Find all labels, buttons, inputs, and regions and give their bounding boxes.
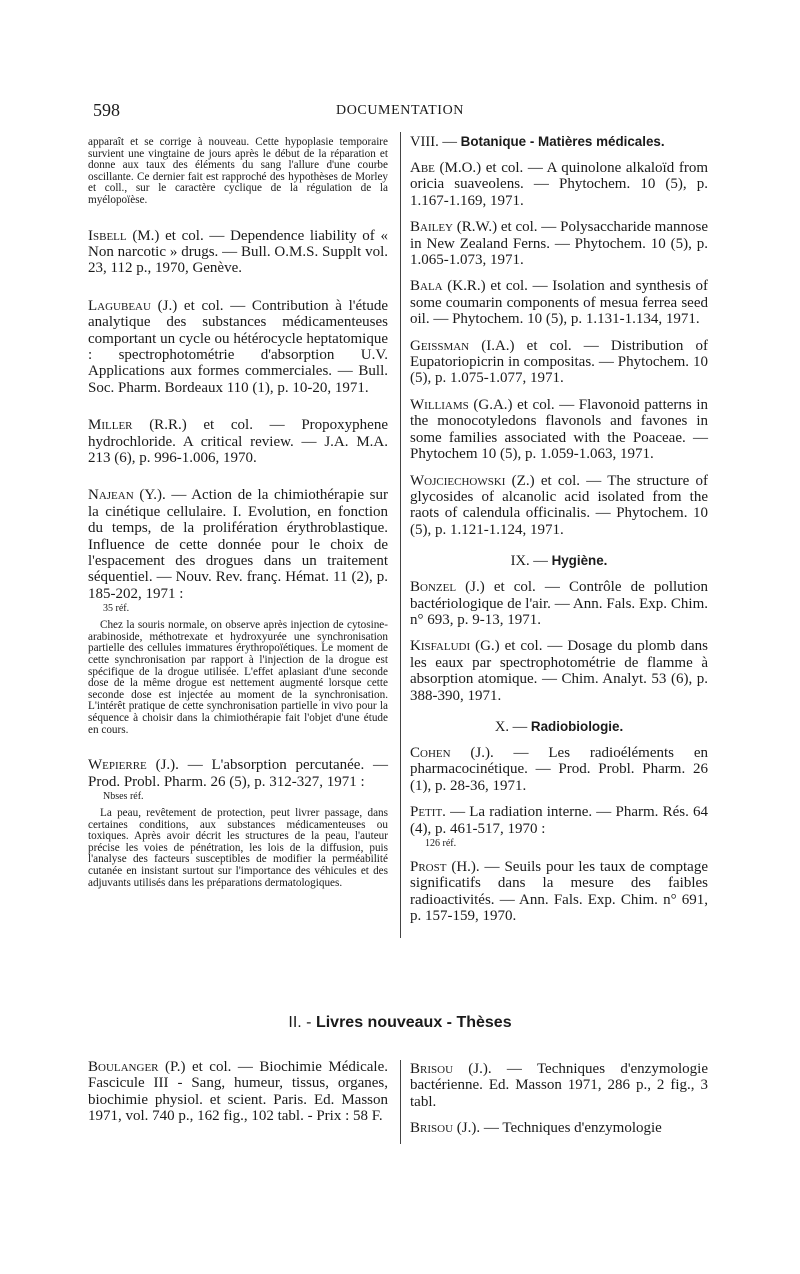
bibliography-entry [88,417,388,466]
entry-author: Najean [88,487,134,504]
bibliography-entry [410,397,708,463]
section-number: VIII. — [410,134,458,150]
entry-author: Bala [410,278,443,295]
bibliography-entry [88,487,388,602]
entry-text: (R.R.) et col. — Propoxyphene hydrochloride. A critical review. — J.A. M.A. 213 (6), p. 996-1.006, 1970. [88,417,388,467]
section-heading [410,552,708,570]
bibliography-entry [88,228,388,277]
right-column [410,133,708,925]
reference-count: 126 réf. [425,838,457,849]
page-number: 598 [93,100,120,120]
section-heading [410,718,708,736]
section-number: IX. — [510,553,548,570]
bibliography-entry [410,1120,708,1136]
entry-text: (G.A.) et col. — Flavonoid patterns in the monocotyledons flavonols and favones in some families associated with the Poaceae. — Phytochem 10 (5), p. 1.059-1.063, 1971. [410,396,708,463]
entry-author: Isbell [88,227,127,244]
bibliography-entry [88,757,388,790]
bibliography-entry [410,804,708,837]
left-column [88,137,388,889]
entry-author: Lagubeau [88,297,151,314]
running-title: DOCUMENTATION [335,103,464,118]
part-number: II. - [288,1014,312,1031]
entry-text: (R.W.) et col. — Polysaccharide mannose in New Zealand Ferns. — Phytochem. 10 (5), p. 1.065-1.073, 1971. [410,219,708,269]
reference-count: Nbses réf. [103,791,144,803]
reference-count: 35 réf. [103,603,130,615]
entry-text: (Y.). — Action de la chimiothérapie sur la cinétique cellulaire. I. Evolution, en fonction du temps, de la prolifération érythroblastique. Influence de cette donnée pour le choix de l'espacement des drogues dans un traitement séquentiel. — Nouv. Rev. franç. Hémat. 11 (2), p. 185-202, 1971 : [88,487,388,602]
entry-text: (G.) et col. — Dosage du plomb dans les eaux par spectrophotométrie de flamme à absorption atomique. — Chim. Analyt. 53 (6), p. 388-390, 1971. [410,638,708,704]
entry-text: (J.). — L'absorption percutanée. — Prod. Probl. Pharm. 26 (5), p. 312-327, 1971 : [88,757,388,790]
entry-text: (Z.) et col. — The structure of glycosides of alcanolic acid isolated from the raots of calendula officinalis. — Phytochem. 10 (5), p. 1.121-1.124, 1971. [410,472,708,538]
bibliography-entry [410,278,708,327]
entry-text: (K.R.) et col. — Isolation and synthesis of some coumarin components of mesua ferrea seed oil. — Phytochem. 10 (5), p. 1.131-1.134, 1971. [410,278,708,328]
entry-text: (M.O.) et col. — A quinolone alkaloïd from oricia suaveolens. — Phytochem. 10 (5), p. 1.167-1.169, 1971. [410,160,708,209]
entry-text: (J.). — Techniques d'enzymologie [453,1120,662,1137]
entry-author: Petit [410,804,443,821]
bibliography-entry [410,219,708,268]
bibliography-entry [410,160,708,209]
entry-author: Boulanger [88,1059,159,1075]
entry-text: . — La radiation interne. — Pharm. Rés. 64 (4), p. 461-517, 1970 : [410,804,708,837]
entry-author: Williams [410,396,469,413]
entry-text: (J.). — Techniques d'enzymologie bactérienne. Ed. Masson 1971, 286 p., 2 fig., 3 tabl. [410,1061,708,1110]
bibliography-entry [410,338,708,387]
bottom-left-column [88,1059,388,1125]
entry-abstract: Chez la souris normale, on observe après injection de cytosine-arabinoside, méthotrexate et hydroxyurée une synchronisation partielle des cellules immatures érythropoïétiques. Le moment de cette synchronisation par rapport à l'injection de la drogue est spécifique de la drogue utilisée. L'effet aplasiant d'une seconde dose de la même drogue est nettement augmenté lorsque cette seconde dose est injectée au moment de la synchronisation. L'intérêt pratique de cette synchronisation partielle in vivo pour la séquence à choisir dans la chimiothérapie fait l'objet d'une étude en cours. [88,619,388,736]
bibliography-entry [88,298,388,396]
entry-text: (J.). — Les radioéléments en pharmacocinétique. — Prod. Probl. Pharm. 26 (1), p. 28-36, 1971. [410,744,708,794]
section-title: Botanique - Matières médicales. [460,134,665,149]
entry-text: (J.) et col. — Contrôle de pollution bactériologique de l'air. — Ann. Fals. Exp. Chim. n° 693, p. 9-13, 1971. [410,579,708,628]
entry-abstract: La peau, revêtement de protection, peut livrer passage, dans certaines conditions, aux substances médicamenteuses ou toxiques. Après avoir décrit les structures de la peau, l'auteur précise les voies de pénétration, les lois de la diffusion, puis l'analyse des facteurs susceptibles de modifier la perméabilité cutanée en insistant surtout sur l'importance des véhicules et des adjuvants utilisés dans les préparations dermatologiques. [88,807,388,889]
entry-author: Brisou [410,1120,454,1137]
bibliography-entry [410,1061,708,1110]
column-divider [400,132,401,938]
entry-author: Geissman [410,337,470,354]
entry-text: (I.A.) et col. — Distribution of Eupatoriopicrin in compositas. — Phytochem. 10 (5), p. 1.075-1.077, 1971. [410,337,708,387]
entry-author: Miller [88,417,133,434]
section-heading [410,133,708,151]
entry-author: Wepierre [88,757,147,774]
bibliography-entry [410,745,708,794]
column-divider-bottom [400,1060,401,1144]
part-title: Livres nouveaux - Thèses [315,1014,512,1031]
entry-text: (P.) et col. — Biochimie Médicale. Fascicule III - Sang, humeur, tissus, organes, biochimie physiol. et scient. Paris. Ed. Masson 1971, vol. 740 p., 162 fig., 102 tabl. - Prix : 58 F. [88,1059,388,1125]
bibliography-entry [410,579,708,628]
bibliography-entry [410,859,708,925]
bibliography-entry [410,638,708,704]
entry-author: Prost [410,859,447,875]
continuation-paragraph: apparaît et se corrige à nouveau. Cette hypoplasie temporaire survient une vingtaine de jours après le début de la réparation et donne aux taux des éléments du sang l'allure d'une courbe oscillante. Ce dernier fait est rapproché des hypothèses de Morley et coll., sur le caractère cyclique de la régulation de la myélopoïèse. [88,136,388,206]
entry-author: Brisou [410,1061,454,1077]
entry-text: (J.) et col. — Contribution à l'étude analytique des substances médicamenteuses comportant un cycle ou hétérocycle heptatomique : spectrophotométrie d'absorption U.V. Applications aux formes commerciales. — Bull. Soc. Pharm. Bordeaux 110 (1), p. 10-20, 1971. [88,297,388,396]
bibliography-entry [410,473,708,539]
entry-author: Cohen [410,744,451,761]
entry-author: Kisfaludi [410,638,471,655]
part-heading [0,1014,800,1032]
bibliography-entry [88,1059,388,1125]
entry-author: Wojciechowski [410,472,506,489]
section-number: X. — [494,718,528,735]
entry-author: Bailey [410,219,453,236]
entry-text: (H.). — Seuils pour les taux de comptage significatifs dans la mesure des faibles radioactivités. — Ann. Fals. Exp. Chim. n° 691, p. 157-159, 1970. [410,859,708,925]
entry-text: (M.) et col. — Dependence liability of « Non narcotic » drugs. — Bull. O.M.S. Supplt vol. 23, 112 p., 1970, Genève. [88,227,388,277]
entry-author: Bonzel [410,579,457,596]
section-title: Hygiène. [551,553,608,569]
entry-author: Abe [410,160,435,176]
section-title: Radiobiologie. [530,718,624,734]
bottom-right-column [410,1061,708,1137]
